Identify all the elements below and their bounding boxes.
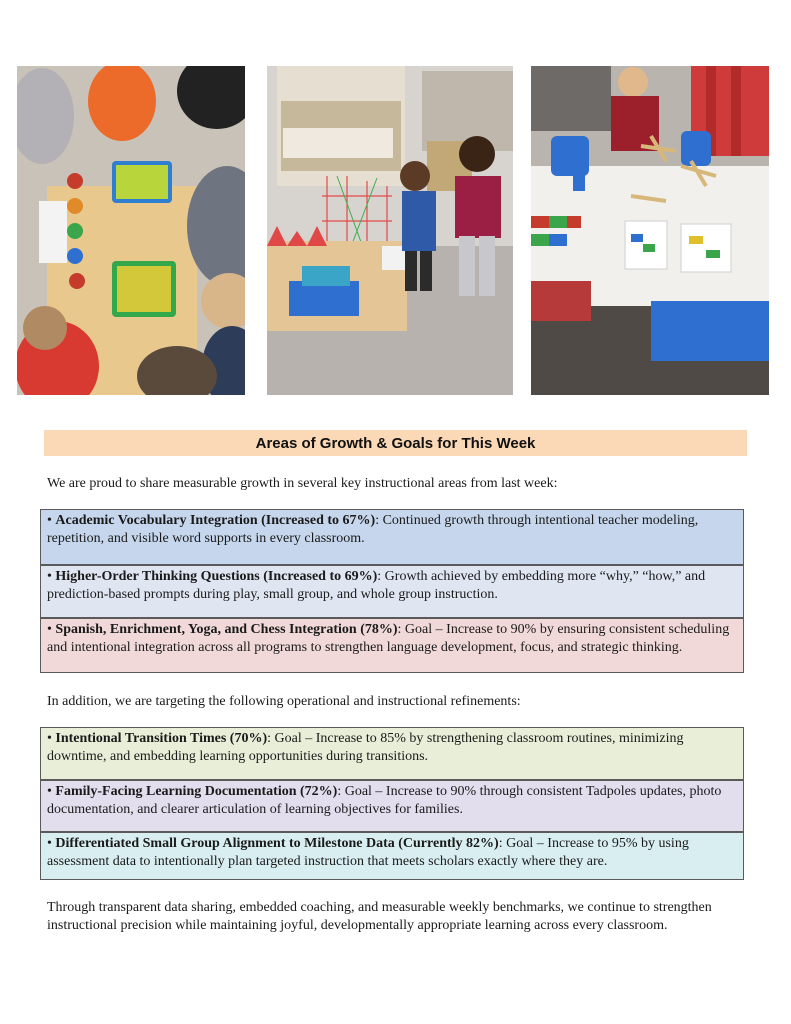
item-text: : Goal – Increase to 95% by using assessment data to intentionally plan targeted instruction that meets scholars exactly where they are. [47, 836, 689, 869]
photo-icon [267, 66, 513, 395]
intro-paragraph: We are proud to share measurable growth in several key instructional areas from last week: [47, 476, 558, 491]
item-title: Spanish, Enrichment, Yoga, and Chess Integration (78%) [55, 622, 398, 637]
bullet: • [47, 569, 52, 584]
section-title: Areas of Growth & Goals for This Week [255, 434, 536, 452]
classroom-photo-sensory-painting [17, 66, 245, 395]
item-text: : Goal – Increase to 90% by ensuring consistent scheduling and intentional integration across all programs to strengthen language development, focus, and strategic thinking. [47, 622, 730, 655]
item-title: Higher-Order Thinking Questions (Increased to 69%) [55, 569, 378, 584]
growth-item-enrichment-integration [40, 618, 744, 673]
growth-item-vocabulary [40, 509, 744, 565]
item-title: Family-Facing Learning Documentation (72%) [55, 784, 338, 799]
growth-item-higher-order-thinking [40, 565, 744, 618]
item-text: : Goal – Increase to 85% by strengthening classroom routines, minimizing downtime, and embedding learning opportunities during transitions. [47, 731, 684, 764]
bullet: • [47, 836, 52, 851]
refinement-item-small-group-alignment [40, 832, 744, 880]
refinements-intro-paragraph: In addition, we are targeting the following operational and instructional refinements: [47, 694, 521, 709]
item-text: : Goal – Increase to 90% through consistent Tadpoles updates, photo documentation, and clearer articulation of learning objectives for families. [47, 784, 722, 817]
photo-icon [531, 66, 769, 395]
classroom-photo-block-patterns [531, 66, 769, 395]
closing-paragraph: Through transparent data sharing, embedded coaching, and measurable weekly benchmarks, we continue to strengthen instructional precision while maintaining joyful, developmentally appropriate learning across every classroom. [47, 900, 712, 933]
item-text: : Growth achieved by embedding more “why,” “how,” and prediction-based prompts during play, small group, and whole group instruction. [47, 569, 706, 602]
item-title: Intentional Transition Times (70%) [55, 731, 268, 746]
classroom-photo-building-structure [267, 66, 513, 395]
item-title: Academic Vocabulary Integration (Increased to 67%) [55, 513, 376, 528]
bullet: • [47, 513, 52, 528]
item-text: : Continued growth through intentional teacher modeling, repetition, and visible word supports in every classroom. [47, 513, 699, 546]
refinement-item-transition-times [40, 727, 744, 780]
item-title: Differentiated Small Group Alignment to Milestone Data (Currently 82%) [55, 836, 499, 851]
photo-icon [17, 66, 245, 395]
bullet: • [47, 622, 52, 637]
bullet: • [47, 731, 52, 746]
bullet: • [47, 784, 52, 799]
section-header [44, 430, 747, 456]
refinement-item-family-documentation [40, 780, 744, 832]
